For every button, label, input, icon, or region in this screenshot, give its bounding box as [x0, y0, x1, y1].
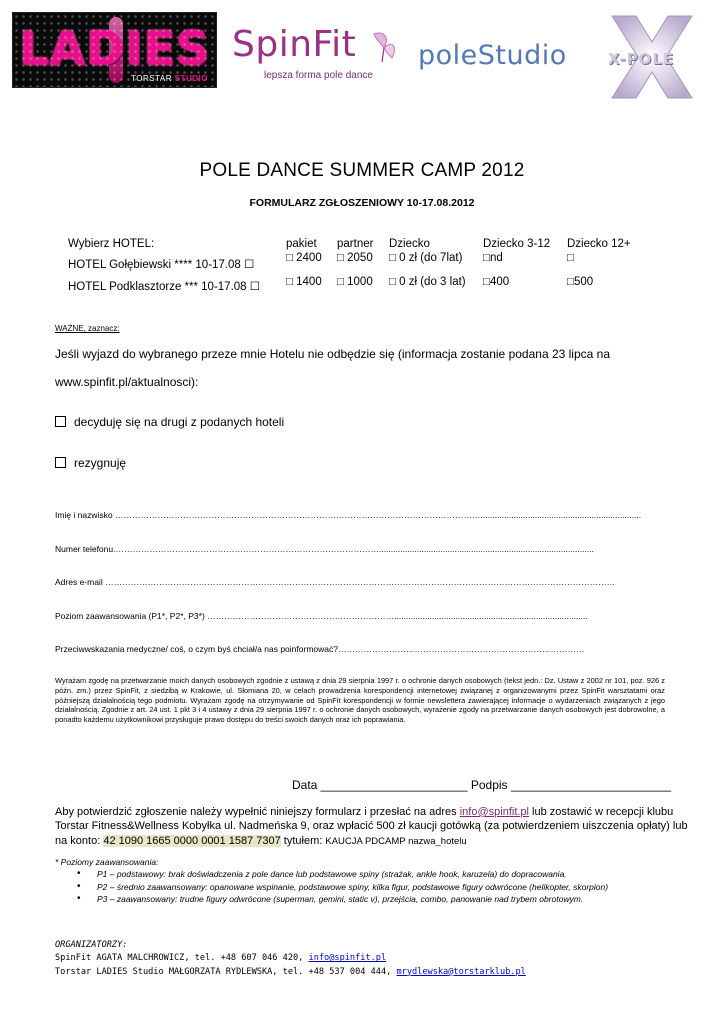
price-checkbox[interactable]: □400: [483, 276, 510, 288]
fallback-paragraph-line2: www.spinfit.pl/aktualnosci):: [55, 375, 199, 389]
spinfit-tagline: lepsza forma pole dance: [264, 70, 373, 81]
header-dziecko-3-12: Dziecko 3-12: [483, 238, 551, 250]
checkbox[interactable]: [55, 457, 66, 468]
header-dziecko-12plus: Dziecko 12+: [567, 238, 631, 250]
level-item: • P2 – średnio zaawansowany: opanowane wspinanie, podstawowe spiny, kilka figur, podstawowe figury odwrócone (helikopter, skorpion): [75, 881, 608, 893]
header-dziecko: Dziecko: [389, 238, 430, 250]
option-other-hotel-label: decyduję się na drugi z podanych hoteli: [74, 415, 285, 429]
level-field[interactable]: Poziom zaawansowania (P1*, P2*, P3*) …………………………………………………………..................................................................................: [55, 611, 588, 621]
torstar-email-link[interactable]: mrydlewska@torstarklub.pl: [396, 966, 526, 977]
spinfit-email-link[interactable]: info@spinfit.pl: [308, 953, 387, 964]
levels-heading: * Poziomy zaawansowania:: [55, 857, 159, 867]
organizers-block: [55, 939, 526, 979]
consent-text: Wyrażam zgodę na przetwarzanie moich danych osobowych zgodnie z ustawą z dnia 29 sierpnia 1997 r. o ochronie danych osobowych (tekst jedn.: Dz. Ustaw z 2002 nr 101, poz. 926 z późn. zm.) przez SpinFit, z siedzibą w Krakowie, ul. Słomiana 20, w celach prowadzenia korespondencji internetowej związanej z organizowanymi przez SpinFit warsztatami oraz późniejszą działalnością tego podmiotu. Wyrażam zgodę na otrzymywanie od SpinFit korespondencji w formie newslettera zawierającej informacje o wydarzeniach związanych z jego działalnością. Zgodnie z art. 24 ust. 1 pkt 3 i 4 ustawy z dnia 29 sierpnia 1997 r. o ochronie danych osobowych, wyrażenie zgody na przetwarzanie danych osobowych jest dobrowolne, a ponadto każdemu użytkownikowi przysługuje prawo dostępu do treści swoich danych oraz ich poprawiania.: [55, 676, 665, 725]
price-checkbox[interactable]: □ 1000: [337, 276, 373, 288]
fallback-paragraph-line1: Jeśli wyjazd do wybranego przeze mnie Hotelu nie odbędzie się (informacja zostanie podana 23 lipca na: [55, 347, 610, 361]
hotel-option-podklasztorze[interactable]: HOTEL Podklasztorze *** 10-17.08 ☐: [68, 281, 261, 293]
date-signature-line[interactable]: Data ______________________ Podpis ________________________: [292, 778, 672, 792]
choose-hotel-label: Wybierz HOTEL:: [68, 238, 155, 250]
levels-legend: [55, 856, 608, 905]
info-email-link[interactable]: info@spinfit.pl: [459, 806, 529, 818]
form-subtitle: FORMULARZ ZGŁOSZENIOWY 10-17.08.2012: [249, 197, 475, 209]
transfer-title: KAUCJA PDCAMP nazwa_hotelu: [325, 835, 467, 847]
level-item: • P1 – podstawowy: brak doświadczenia z pole dance lub podstawowe spiny (strażak, ankle hook, karuzela) do dopracowania.: [75, 868, 608, 880]
option-resign[interactable]: [55, 456, 126, 470]
xpole-logo-text: X-POLE: [608, 50, 675, 68]
header-partner: partner: [337, 238, 374, 250]
bank-account-number: 42 1090 1665 0000 0001 1587 7307: [103, 834, 281, 847]
option-other-hotel[interactable]: [55, 415, 284, 429]
price-checkbox[interactable]: □ 0 zł (do 3 lat): [389, 276, 466, 288]
organizer-torstar: Torstar LADIES Studio MAŁGORZATA RYDLEWSKA, tel. +48 537 004 444, mrydlewska@torstarklub.pl: [55, 966, 526, 977]
organizer-spinfit: SpinFit AGATA MALCHROWICZ, tel. +48 607 046 420, info@spinfit.pl: [55, 953, 387, 964]
option-resign-label: rezygnuję: [74, 456, 127, 470]
checkbox[interactable]: [55, 416, 66, 427]
polestudio-logo-text: poleStudio: [418, 40, 567, 71]
price-checkbox[interactable]: □: [567, 252, 574, 264]
important-label: WAŻNE, zaznacz:: [55, 324, 120, 333]
ladies-logo-sub: TORSTAR STUDIO: [131, 74, 208, 83]
phone-field[interactable]: Numer telefonu.…………………………………………………………………………………...........................................................................................: [55, 544, 594, 554]
price-checkbox[interactable]: □500: [567, 276, 594, 288]
name-field[interactable]: Imię i nazwisko …………………………………………………………………………………………………………………....................................................................: [55, 510, 642, 520]
spinfit-logo: [232, 24, 402, 86]
price-checkbox[interactable]: □ 0 zł (do 7lat): [389, 252, 463, 264]
confirmation-instructions: Aby potwierdzić zgłoszenie należy wypełnić niniejszy formularz i przesłać na adres info@spinfit.pl lub zostawić w recepcji klubu Torstar Fitness&Wellness Kobyłka ul. Nadmeńska 9, oraz wpłacić 500 zł kaucji gotówką (za potwierdzeniem uiszczenia opłaty) lub na konto: 42 1090 1665 0000 0001 1587 7307 tytułem: KAUCJA PDCAMP nazwa_hotelu: [55, 806, 688, 847]
medical-field[interactable]: Przeciwwskazania medyczne/ coś, o czym byś chciał/a nas poinformować?……………………………………………………………………………: [55, 644, 585, 654]
organizers-heading: ORGANIZATORZY:: [55, 940, 128, 950]
ladies-logo: [12, 12, 217, 88]
butterfly-icon: [370, 30, 398, 64]
page-title: POLE DANCE SUMMER CAMP 2012: [199, 160, 525, 181]
price-checkbox[interactable]: □ 2050: [337, 252, 373, 264]
price-checkbox[interactable]: □ 1400: [286, 276, 322, 288]
polestudio-logo: [418, 40, 578, 70]
email-field[interactable]: Adres e-mail ………………………………………………………………………………………………………………………………………………………………: [55, 577, 616, 587]
header-pakiet: pakiet: [286, 238, 317, 250]
spinfit-logo-text: SpinFit: [232, 24, 357, 65]
level-item: • P3 – zaawansowany: trudne figury odwrócone (superman, gemini, static v), przejścia, combo, panowanie nad trybem obrotowym.: [75, 893, 608, 905]
logo-bar: [10, 10, 714, 105]
ladies-logo-text: LADIES: [19, 21, 210, 75]
price-checkbox[interactable]: □ 2400: [286, 252, 322, 264]
price-checkbox[interactable]: □nd: [483, 252, 503, 264]
hotel-option-golebiewski[interactable]: HOTEL Gołębiewski **** 10-17.08 ☐: [68, 259, 255, 271]
xpole-logo: [606, 12, 698, 102]
